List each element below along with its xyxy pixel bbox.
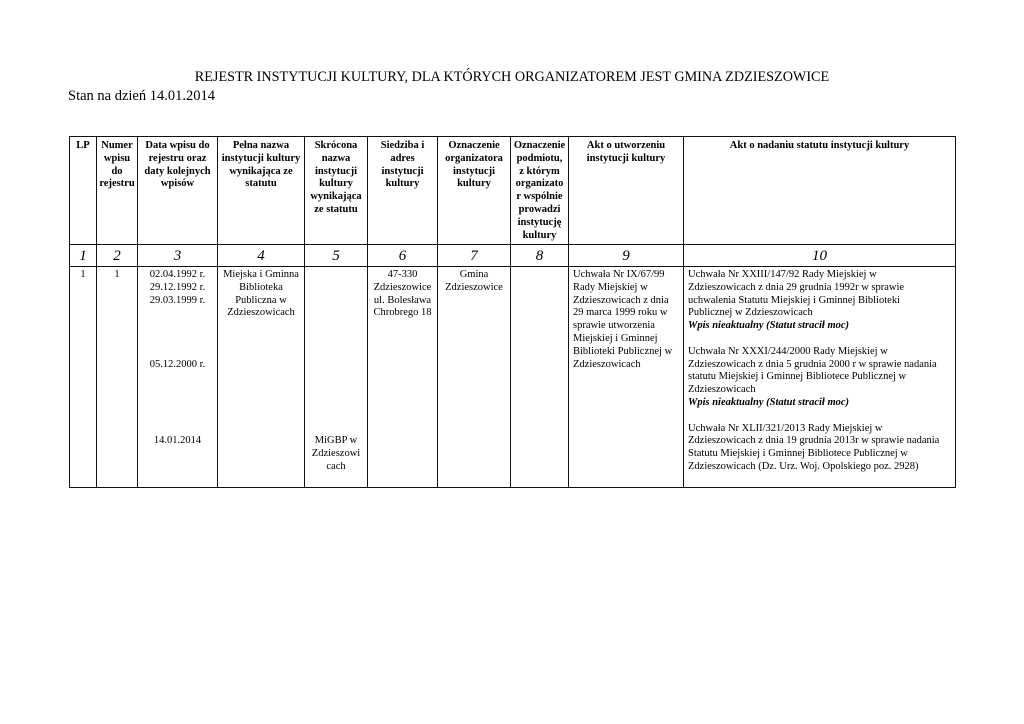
header-line: wynikająca xyxy=(310,191,362,203)
header-lp xyxy=(70,137,97,245)
cell-statute-acts xyxy=(684,267,956,488)
header-line: Oznaczenie xyxy=(513,140,566,151)
statute-act-line: Zdzieszowicach z dnia 19 grudnia 2013r w sprawie nadania xyxy=(688,435,940,447)
header-line: instytucji xyxy=(315,165,357,177)
founding-act-line: Zdzieszowicach xyxy=(573,358,641,370)
founding-act-line: sprawie utworzenia xyxy=(573,320,655,332)
header-entry-dates xyxy=(138,137,218,245)
column-number-row xyxy=(70,245,956,267)
entry-date: 29.12.1992 r. xyxy=(149,281,206,293)
statute-act-line: Zdzieszowicach xyxy=(688,384,756,396)
entry-date: 14.01.2014 xyxy=(153,435,202,447)
column-number: 8 xyxy=(511,245,569,267)
header-row xyxy=(70,137,956,245)
short-name-line: Zdzieszowi xyxy=(311,448,361,460)
table-row xyxy=(70,267,956,488)
register-table xyxy=(69,136,956,488)
column-number: 7 xyxy=(438,245,511,267)
full-name-line: Zdzieszowicach xyxy=(227,307,295,319)
column-number: 9 xyxy=(569,245,684,267)
header-co-organizer xyxy=(511,137,569,245)
founding-act-line: 29 marca 1999 roku w xyxy=(573,307,668,319)
header-statute-act xyxy=(684,137,956,245)
header-line: kultury xyxy=(457,178,491,190)
header-line: instytucji xyxy=(453,165,495,177)
statute-act-line: Zdzieszowicach z dnia 5 grudnia 2000 r w sprawie nadania xyxy=(688,358,937,370)
entry-date: 05.12.2000 r. xyxy=(149,358,206,370)
statute-act-line: Zdzieszowicach (Dz. Urz. Woj. Opolskiego poz. 2928) xyxy=(688,460,919,472)
header-line: prowadzi xyxy=(518,203,561,215)
entry-date: 02.04.1992 r. xyxy=(149,269,206,280)
statute-act-line: statutu Miejskiej i Gminnej Bibliotece Publicznej w xyxy=(688,371,907,383)
statute-act-line: Uchwała Nr XLII/321/2013 Rady Miejskiej w xyxy=(688,422,883,434)
header-entry-number xyxy=(97,137,138,245)
column-number: 3 xyxy=(138,245,218,267)
statute-act-line: Uchwała Nr XXIII/147/92 Rady Miejskiej w xyxy=(688,269,877,280)
header-line: Oznaczenie xyxy=(448,140,500,151)
statute-act-line: Statutu Miejskiej i Gminnej Bibliotece Publicznej w xyxy=(688,448,908,460)
cell-full-name xyxy=(218,267,305,488)
entry-date-group xyxy=(138,435,217,448)
header-full-name xyxy=(218,137,305,245)
header-line: rejestru xyxy=(99,178,135,190)
cell-entry-number xyxy=(97,267,138,488)
document-title: REJESTR INSTYTUCJI KULTURY, DLA KTÓRYCH ORGANIZATOREM JEST GMINA ZDZIESZOWICE xyxy=(194,69,830,85)
lp-value: 1 xyxy=(80,269,86,280)
entry-number-value: 1 xyxy=(114,269,120,280)
column-number: 10 xyxy=(684,245,956,267)
header-line: statutu xyxy=(245,178,277,190)
cell-co-organizer xyxy=(511,267,569,488)
entry-date-group xyxy=(138,359,217,372)
cell-short-name xyxy=(305,267,368,488)
header-line: kultury xyxy=(385,178,420,190)
column-number: 4 xyxy=(218,245,305,267)
short-name xyxy=(305,435,367,473)
column-number: 5 xyxy=(305,245,368,267)
statute-act-line: Publicznej w Zdzieszowicach xyxy=(688,307,813,319)
header-line: podmiotu, xyxy=(516,152,563,164)
header-line: Siedziba i xyxy=(380,140,425,151)
founding-act-line: Zdzieszowicach z dnia xyxy=(573,294,669,306)
header-short-name xyxy=(305,137,368,245)
founding-act-line: Biblioteki Publicznej w xyxy=(573,345,673,357)
header-line: organizato xyxy=(515,178,564,190)
header-line: do xyxy=(111,165,123,177)
header-line: Numer xyxy=(101,140,133,151)
cell-founding-act xyxy=(569,267,684,488)
column-number: 6 xyxy=(368,245,438,267)
header-line: wpisu xyxy=(103,152,131,164)
header-line: organizatora xyxy=(445,152,503,164)
statute-act-line: Zdzieszowicach z dnia 29 grudnia 1992r w sprawie xyxy=(688,281,905,293)
header-line: wpisów xyxy=(160,178,195,190)
statute-act-text xyxy=(688,346,955,397)
address-line: Zdzieszowice xyxy=(373,281,432,293)
header-address xyxy=(368,137,438,245)
cell-entry-dates xyxy=(138,267,218,488)
header-line: nazwa xyxy=(321,152,351,164)
header-organizer xyxy=(438,137,511,245)
status-note: Wpis nieaktualny (Statut stracił moc) xyxy=(688,320,850,332)
address-line: Chrobrego 18 xyxy=(373,307,432,319)
header-line: Skrócona xyxy=(314,140,358,151)
status-date: Stan na dzień 14.01.2014 xyxy=(68,88,215,104)
short-name-line: cach xyxy=(326,460,346,472)
header-line: daty kolejnych xyxy=(144,165,211,177)
statute-act-line: Uchwała Nr XXXI/244/2000 Rady Miejskiej w xyxy=(688,345,888,357)
statute-act xyxy=(688,269,955,333)
header-line: Akt o utworzeniu xyxy=(586,140,666,151)
header-line: wynikająca ze xyxy=(229,165,293,177)
entry-date: 29.03.1999 r. xyxy=(149,294,206,306)
founding-act-line: Rady Miejskiej w xyxy=(573,281,648,293)
full-name-line: Biblioteka xyxy=(239,281,283,293)
header-line: kultury xyxy=(319,178,353,190)
header-line: instytucję xyxy=(517,216,562,228)
header-line: instytucji kultury xyxy=(221,152,301,164)
header-line: Data wpisu do xyxy=(145,140,210,151)
statute-act xyxy=(688,346,955,410)
header-line: z którym xyxy=(519,165,560,177)
header-line: rejestru oraz xyxy=(148,152,207,164)
address-line: ul. Bolesława xyxy=(373,294,432,306)
short-name-line: MiGBP w xyxy=(314,435,358,447)
statute-act-text xyxy=(688,423,955,474)
statute-act xyxy=(688,423,955,474)
statute-act-line: uchwalenia Statutu Miejskiej i Gminnej Biblioteki xyxy=(688,294,901,306)
header-line: r wspólnie xyxy=(516,191,563,203)
status-note: Wpis nieaktualny (Statut stracił moc) xyxy=(688,396,850,408)
header-line: instytucji kultury xyxy=(586,152,666,164)
header-line: Pełna nazwa xyxy=(232,140,290,151)
column-number: 2 xyxy=(97,245,138,267)
cell-address xyxy=(368,267,438,488)
founding-act-line: Uchwała Nr IX/67/99 xyxy=(573,269,665,280)
header-line: LP xyxy=(76,140,90,151)
full-name-line: Miejska i Gminna xyxy=(223,269,299,280)
header-line: adres xyxy=(390,152,415,164)
full-name-line: Publiczna w xyxy=(235,294,287,306)
cell-lp xyxy=(70,267,97,488)
statute-act-text xyxy=(688,269,955,320)
organizer-line: Zdzieszowice xyxy=(445,281,503,293)
header-line: Akt o nadaniu statutu instytucji kultury xyxy=(729,140,910,151)
organizer-line: Gmina xyxy=(459,269,489,280)
entry-date-group xyxy=(138,269,217,307)
address-line: 47-330 xyxy=(387,269,418,280)
founding-act-line: Miejskiej i Gminnej xyxy=(573,332,658,344)
column-number: 1 xyxy=(70,245,97,267)
header-founding-act xyxy=(569,137,684,245)
header-line: kultury xyxy=(522,229,557,241)
cell-organizer xyxy=(438,267,511,488)
header-line: ze statutu xyxy=(314,203,358,215)
header-line: instytucji xyxy=(381,165,424,177)
